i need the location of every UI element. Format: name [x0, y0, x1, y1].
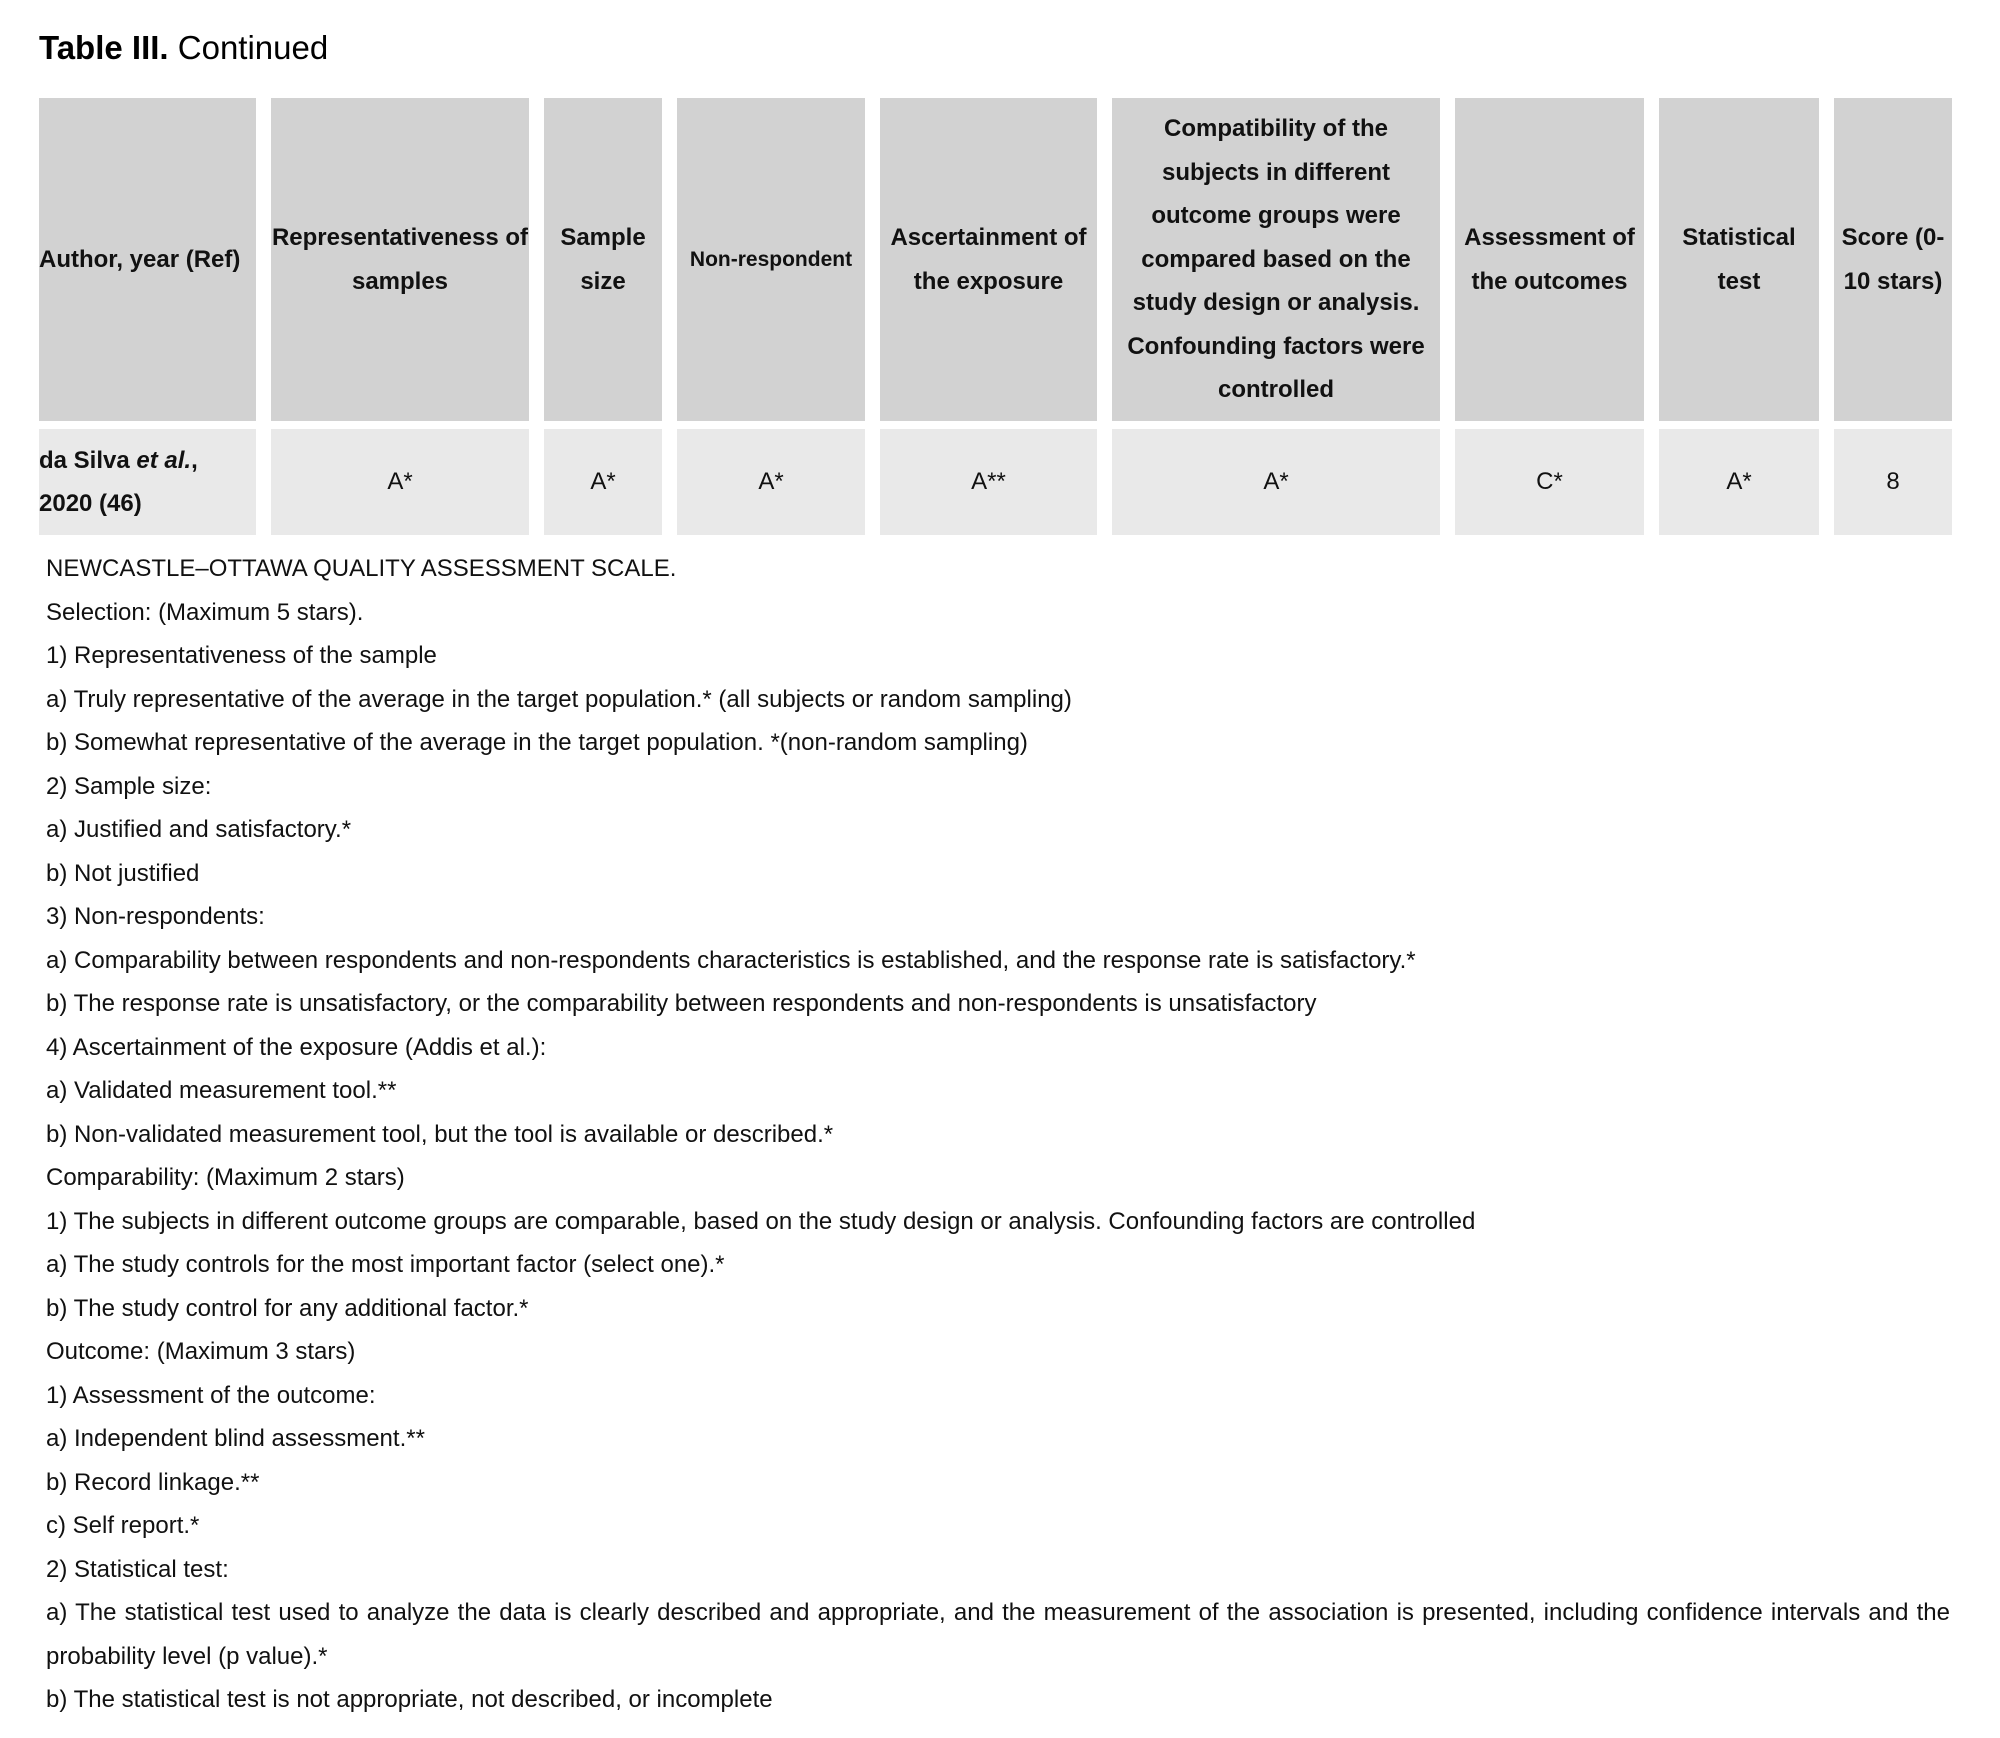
table-title [39, 26, 328, 70]
note-line: 1) Representativeness of the sample [46, 642, 437, 669]
note-line: 1) The subjects in different outcome groups are comparable, based on the study design or analysis. Confounding factors are controlled [46, 1207, 1476, 1235]
header-score: Score (0-10 stars) [1834, 98, 1952, 421]
note-line: 2) Sample size: [46, 772, 212, 800]
header-statistical-test: Statistical test [1659, 98, 1819, 421]
cell-score: 8 [1834, 429, 1952, 535]
header-sample-size: Sample size [544, 98, 662, 421]
note-line: 4) Ascertainment of the exposure (Addis et al.): [46, 1033, 547, 1061]
note-line: b) Record linkage.** [46, 1468, 260, 1496]
author-year-ref: , 2020 (46) [39, 446, 198, 517]
table-row [39, 429, 1952, 535]
cell-author [39, 429, 256, 535]
table-header-row [39, 98, 1952, 421]
note-line: a) Justified and satisfactory.* [46, 816, 352, 843]
note-line: b) The study control for any additional factor.* [46, 1294, 529, 1322]
note-line: Selection: (Maximum 5 stars). [46, 598, 364, 626]
note-line: b) Not justified [46, 859, 200, 887]
cell-assessment-outcomes: C* [1455, 429, 1644, 535]
note-line: a) Truly representative of the average in the target population.* (all subjects or random sampling) [46, 685, 1072, 713]
note-line: a) Independent blind assessment.** [46, 1425, 425, 1452]
header-representativeness: Representativeness of samples [271, 98, 529, 421]
cell-statistical-test: A* [1659, 429, 1819, 535]
cell-compatibility: A* [1112, 429, 1440, 535]
note-line: 2) Statistical test: [46, 1555, 229, 1583]
header-compatibility: Compatibility of the subjects in different outcome groups were compared based on the study design or analysis. Confounding factors were controlled [1112, 98, 1440, 421]
table-footnotes [46, 547, 1950, 1722]
table-title-suffix: Continued [177, 29, 329, 66]
note-line: b) Non-validated measurement tool, but the tool is available or described.* [46, 1120, 834, 1148]
header-ascertainment: Ascertainment of the exposure [880, 98, 1097, 421]
note-line: NEWCASTLE–OTTAWA QUALITY ASSESSMENT SCALE. [46, 555, 677, 582]
note-line: a) The study controls for the most important factor (select one).* [46, 1251, 725, 1278]
author-etal: et al. [136, 446, 192, 474]
quality-assessment-table [24, 90, 1967, 543]
cell-non-respondent: A* [677, 429, 865, 535]
note-line: b) Somewhat representative of the average in the target population. *(non-random sampling) [46, 729, 1028, 756]
note-line: Comparability: (Maximum 2 stars) [46, 1164, 405, 1191]
author-name: da Silva [39, 446, 137, 474]
note-line: Outcome: (Maximum 3 stars) [46, 1338, 356, 1365]
note-line: 3) Non-respondents: [46, 903, 265, 930]
note-line: c) Self report.* [46, 1512, 200, 1539]
note-line: a) The statistical test used to analyze the data is clearly described and appropriate, and the measurement of the association is presented, including confidence intervals and the probability level (p value).* [46, 1599, 1950, 1670]
note-line: a) Comparability between respondents and non-respondents characteristics is established, and the response rate is satisfactory.* [46, 946, 1416, 974]
note-line: 1) Assessment of the outcome: [46, 1381, 376, 1409]
note-line: a) Validated measurement tool.** [46, 1077, 397, 1104]
cell-sample-size: A* [544, 429, 662, 535]
table-title-label: Table III. [39, 29, 169, 66]
header-non-respondent: Non-respondent [677, 98, 865, 421]
header-assessment-outcomes: Assessment of the outcomes [1455, 98, 1644, 421]
header-author-year: Author, year (Ref) [39, 98, 256, 421]
cell-representativeness: A* [271, 429, 529, 535]
cell-ascertainment: A** [880, 429, 1097, 535]
note-line: b) The response rate is unsatisfactory, or the comparability between respondents and non-respondents is unsatisfactory [46, 990, 1317, 1017]
note-line: b) The statistical test is not appropriate, not described, or incomplete [46, 1686, 773, 1713]
